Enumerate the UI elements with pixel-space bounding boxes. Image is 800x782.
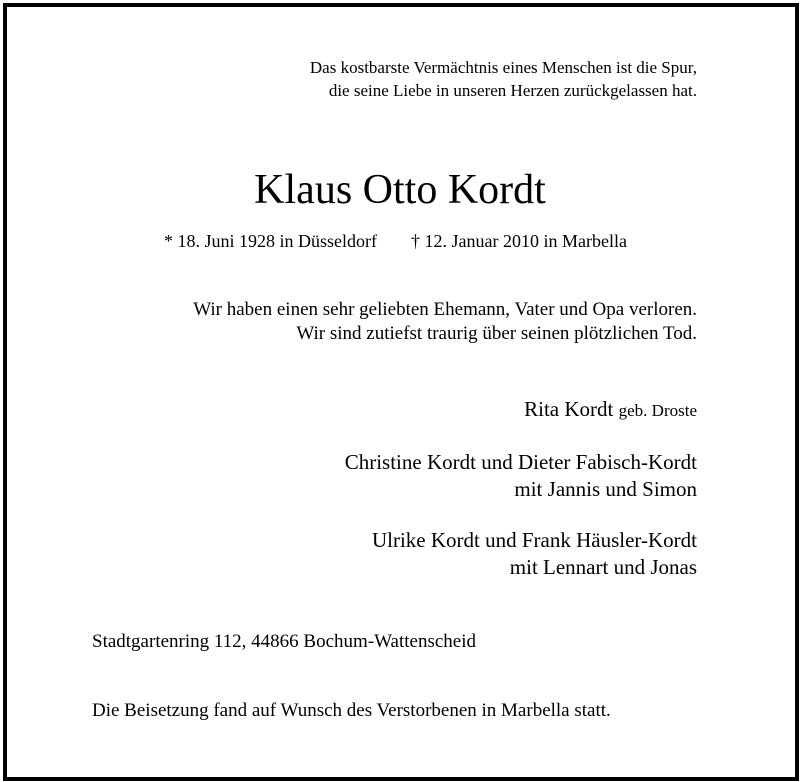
family-1-children: mit Jannis und Simon	[514, 477, 697, 501]
death-date: † 12. Januar 2010 in Marbella	[411, 231, 627, 251]
family-2-children: mit Lennart und Jonas	[509, 555, 697, 579]
mourning-message	[193, 298, 697, 346]
message-line-2: Wir sind zutiefst traurig über seinen plötzlichen Tod.	[296, 323, 697, 344]
quote-line-2: die seine Liebe in unseren Herzen zurückgelassen hat.	[328, 81, 697, 100]
mourners-list	[345, 396, 697, 605]
family-2-names: Ulrike Kordt und Frank Häusler-Kordt	[371, 528, 697, 552]
memorial-quote	[310, 56, 697, 102]
family-group-1	[345, 449, 697, 503]
life-dates	[164, 229, 627, 253]
birth-date: * 18. Juni 1928 in Düsseldorf	[164, 231, 377, 251]
widow-name: Rita Kordt	[524, 397, 614, 421]
family-1-names: Christine Kordt und Dieter Fabisch-Kordt	[344, 450, 697, 474]
family-group-2	[345, 527, 697, 581]
burial-note: Die Beisetzung fand auf Wunsch des Verstorbenen in Marbella statt.	[92, 700, 611, 721]
obituary-frame	[3, 3, 799, 781]
widow	[345, 396, 697, 424]
quote-line-1: Das kostbarste Vermächtnis eines Menschen ist die Spur,	[309, 58, 697, 77]
family-address: Stadtgartenring 112, 44866 Bochum-Wattenscheid	[92, 631, 477, 652]
message-line-1: Wir haben einen sehr geliebten Ehemann, Vater und Opa verloren.	[193, 299, 697, 320]
deceased-name: Klaus Otto Kordt	[254, 167, 546, 213]
widow-maiden-name: geb. Droste	[618, 401, 697, 420]
